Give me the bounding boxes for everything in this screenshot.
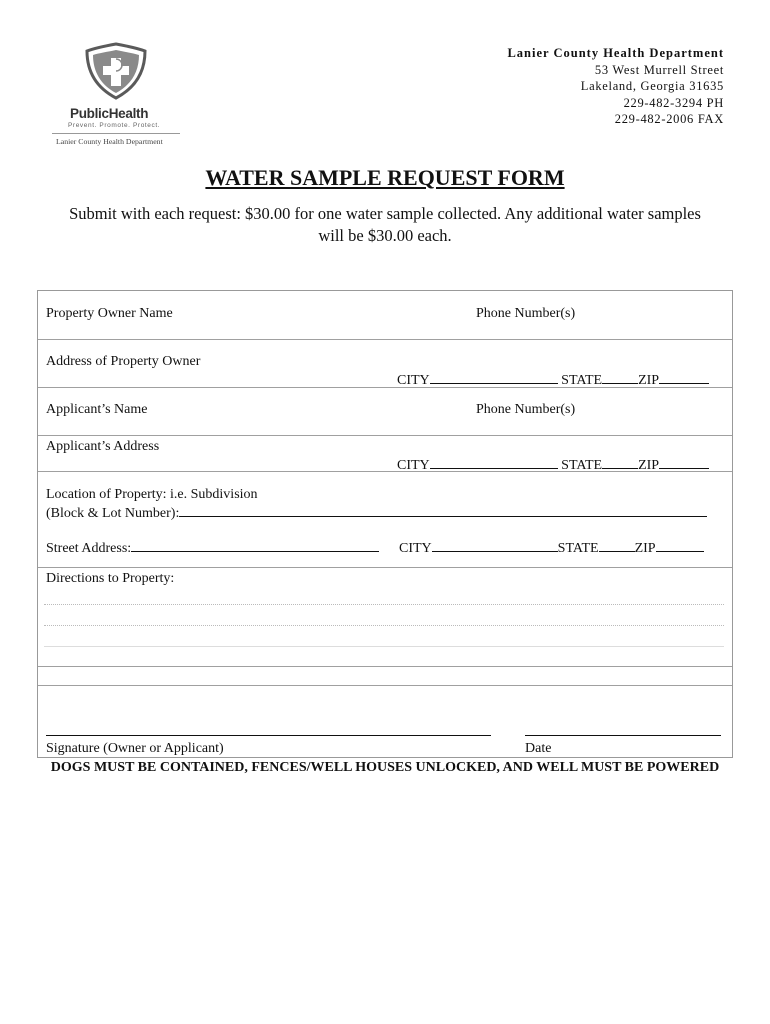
location-city-state-zip[interactable] — [399, 539, 704, 557]
zip-blank[interactable] — [659, 456, 709, 469]
signature-label: Signature (Owner or Applicant) — [46, 741, 224, 756]
date-label: Date — [525, 741, 552, 756]
owner-name-field[interactable]: Property Owner Name — [46, 306, 173, 321]
location-field[interactable] — [46, 504, 707, 522]
address-street: 53 West Murrell Street — [594, 62, 724, 77]
address-org: Lanier County Health Department — [507, 46, 724, 60]
city-blank[interactable] — [430, 371, 558, 384]
row-divider — [38, 685, 732, 686]
city-label: CITY — [397, 373, 430, 388]
city-blank[interactable] — [430, 456, 558, 469]
street-address-blank[interactable] — [131, 539, 379, 552]
directions-line — [44, 604, 724, 605]
street-address-field[interactable] — [46, 539, 379, 557]
state-blank[interactable] — [599, 539, 635, 552]
city-label: CITY — [397, 458, 430, 473]
zip-label: ZIP — [638, 373, 660, 388]
state-label: STATE — [561, 458, 603, 473]
address-city-state: Lakeland, Georgia 31635 — [580, 79, 724, 93]
applicant-name-field[interactable]: Applicant’s Name — [46, 402, 148, 417]
owner-address-field[interactable]: Address of Property Owner — [46, 354, 201, 369]
public-health-logo — [50, 42, 185, 150]
applicant-phone-field[interactable]: Phone Number(s) — [476, 402, 576, 417]
city-label: CITY — [399, 541, 432, 556]
logo-title: PublicHealth — [70, 106, 149, 121]
logo-divider — [52, 133, 180, 134]
street-address-label: Street Address: — [46, 541, 132, 556]
warning-notice: DOGS MUST BE CONTAINED, FENCES/WELL HOUSES UNLOCKED, AND WELL MUST BE POWERED — [50, 760, 720, 775]
address-phone: 229-482-3294 PH — [623, 95, 724, 110]
directions-field[interactable]: Directions to Property: — [46, 571, 175, 586]
directions-line — [44, 625, 724, 626]
location-label: Location of Property: i.e. Subdivision — [46, 487, 258, 502]
form-title: WATER SAMPLE REQUEST FORM — [205, 165, 565, 190]
applicant-address-field[interactable]: Applicant’s Address — [46, 439, 160, 454]
state-label: STATE — [557, 541, 599, 556]
request-form — [37, 290, 733, 758]
owner-city-state-zip[interactable] — [397, 371, 709, 389]
zip-blank[interactable] — [656, 539, 704, 552]
applicant-city-state-zip[interactable] — [397, 456, 709, 474]
state-label: STATE — [561, 373, 603, 388]
shield-cross-icon — [85, 42, 147, 100]
owner-phone-field[interactable]: Phone Number(s) — [476, 306, 576, 321]
city-blank[interactable] — [432, 539, 558, 552]
logo-tagline: Prevent. Promote. Protect. — [68, 122, 161, 129]
state-blank[interactable] — [602, 456, 638, 469]
signature-line[interactable] — [46, 735, 491, 736]
fee-instructions: Submit with each request: $30.00 for one water sample collected. Any additional water samples will be $30.00 each. — [69, 204, 701, 245]
location-blank[interactable] — [179, 504, 707, 517]
row-divider — [38, 666, 732, 667]
row-divider — [38, 567, 732, 568]
zip-label: ZIP — [634, 541, 656, 556]
zip-label: ZIP — [638, 458, 660, 473]
zip-blank[interactable] — [659, 371, 709, 384]
directions-line — [44, 646, 724, 647]
department-address — [507, 45, 724, 128]
state-blank[interactable] — [602, 371, 638, 384]
date-line[interactable] — [525, 735, 721, 736]
row-divider — [38, 435, 732, 436]
address-fax: 229-482-2006 FAX — [614, 112, 724, 126]
row-divider — [38, 339, 732, 340]
logo-department: Lanier County Health Department — [56, 137, 163, 146]
location-lot-label: (Block & Lot Number): — [46, 506, 180, 521]
